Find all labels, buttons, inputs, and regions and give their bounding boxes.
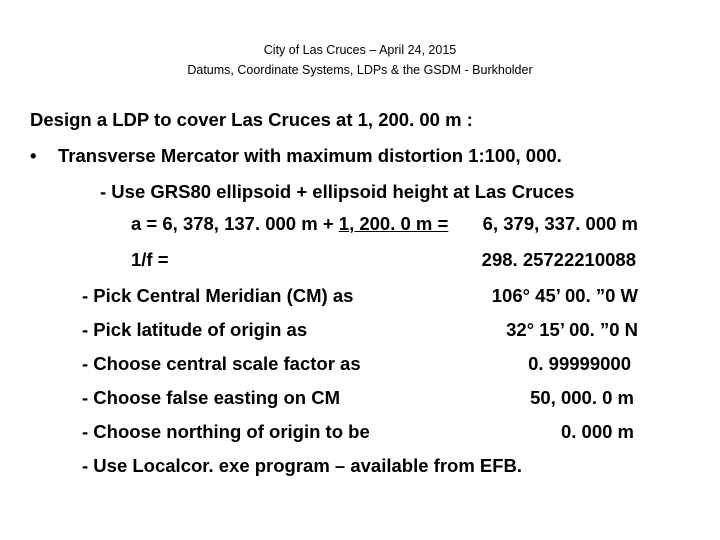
param-label-scale-factor: - Choose central scale factor as [82, 353, 361, 374]
flattening-value: 298. 25722210088 [481, 249, 636, 270]
param-label-northing-origin: - Choose northing of origin to be [82, 421, 370, 442]
semi-major-axis-value: 6, 379, 337. 000 m [482, 213, 638, 234]
param-label-false-easting: - Choose false easting on CM [82, 387, 341, 408]
heading: Design a LDP to cover Las Cruces at 1, 200. 00 m : [30, 109, 473, 130]
param-value-false-easting: 50, 000. 0 m [530, 387, 634, 408]
param-value-central-meridian: 106° 45’ 00. ”0 W [491, 285, 638, 306]
param-label-central-meridian: - Pick Central Meridian (CM) as [82, 285, 354, 306]
localcor-line: - Use Localcor. exe program – available from EFB. [82, 455, 523, 476]
semi-major-axis-lhs: a = 6, 378, 137. 000 m + [131, 213, 339, 234]
semi-major-axis-equation [131, 213, 448, 235]
param-value-northing-origin: 0. 000 m [560, 421, 634, 442]
ellipsoid-line: - Use GRS80 ellipsoid + ellipsoid height at Las Cruces [100, 181, 575, 202]
param-value-scale-factor: 0. 99999000 [528, 353, 631, 374]
header-line-1: City of Las Cruces – April 24, 2015 [263, 43, 457, 57]
param-value-latitude-origin: 32° 15’ 00. ”0 N [506, 319, 638, 340]
bullet-text: Transverse Mercator with maximum distortion 1:100, 000. [58, 145, 562, 166]
bullet-symbol: • [30, 145, 37, 166]
ellipsoid-height-term: 1, 200. 0 m = [338, 213, 449, 234]
header-line-2: Datums, Coordinate Systems, LDPs & the GSDM - Burkholder [187, 63, 533, 77]
param-label-latitude-origin: - Pick latitude of origin as [82, 319, 308, 340]
flattening-lhs: 1/f = [131, 249, 169, 270]
